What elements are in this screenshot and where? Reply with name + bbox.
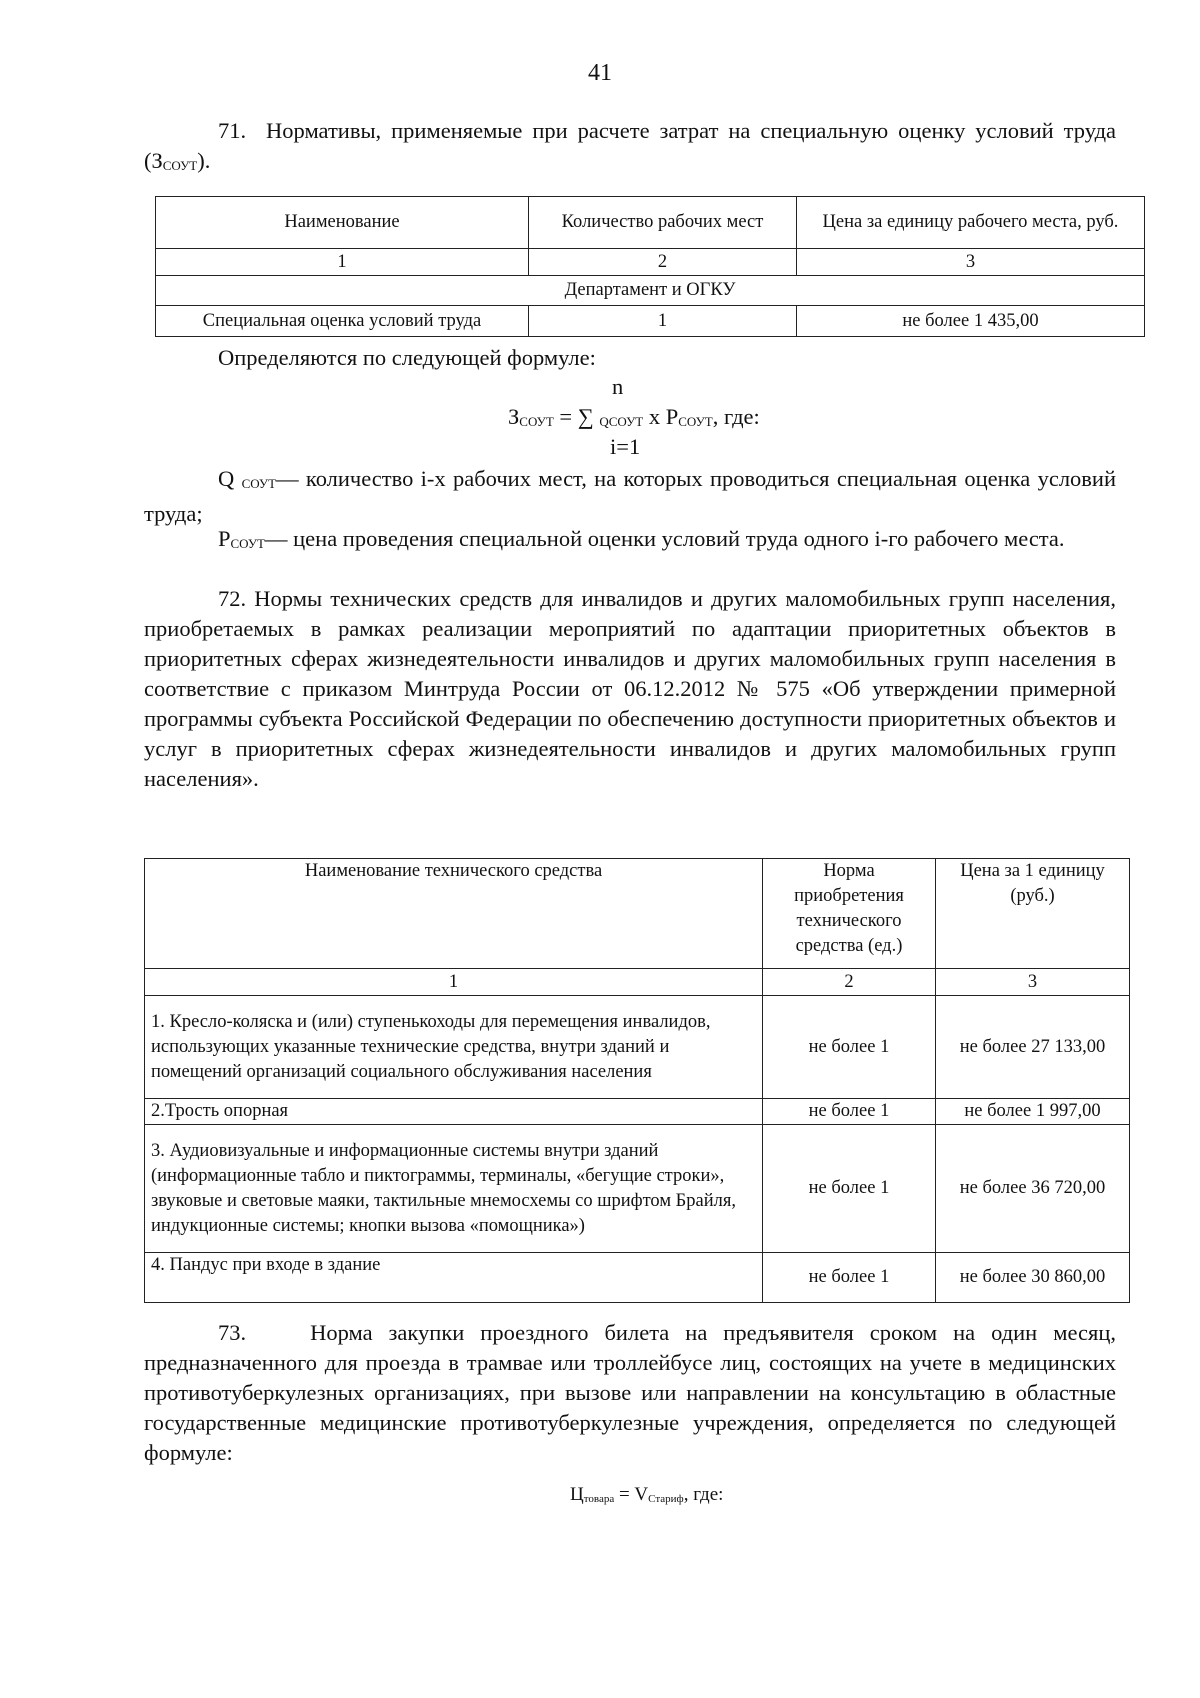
table-row-name: 3. Аудиовизуальные и информационные системы внутри зданий (информационные табло и пиктограммы, терминалы, «бегущие строки», звуковые и световые маяки, тактильные мнемосхемы со шрифтом Брайля, индукционные системы; кнопки вызова «помощника») (145, 1125, 763, 1253)
paragraph-73-text: Норма закупки проездного билета на предъявителя сроком на один месяц, предназначенного для проезда в трамвае или троллейбусе лиц, состоящих на учете в медицинских противотуберкулезных организациях, при вызове или направлении на консультацию в областные государственные медицинские противотуберкулезные учреждения, определяется по следующей формуле: (144, 1320, 1116, 1465)
paragraph-73 (144, 1318, 1116, 1468)
definition-symbol: Р (218, 526, 231, 551)
formula-times: х Р (643, 404, 679, 429)
paragraph-71-text: Нормативы, применяемые при расчете затрат на специальную оценку условий труда (З (144, 118, 1117, 173)
table-cell: не более 1 (763, 1253, 936, 1303)
table-technical-means (144, 858, 1130, 1303)
column-number: 2 (763, 969, 936, 996)
paragraph-71 (144, 116, 1116, 181)
table-row-name: 2.Трость опорная (145, 1099, 763, 1125)
definition-text: — количество i-х рабочих мест, на которых проводиться специальная оценка условий труда; (144, 466, 1117, 526)
table-cell: 1 (529, 306, 797, 337)
table-cell: не более 1 997,00 (936, 1099, 1130, 1125)
table-header: Цена за единицу рабочего места, руб. (797, 197, 1145, 249)
sub-label: СОУТ (162, 158, 198, 173)
table-cell: не более 1 (763, 1125, 936, 1253)
column-number: 1 (145, 969, 763, 996)
table-header: Норма приобретения технического средства (ед.) (763, 859, 936, 969)
definition-text: — цена проведения специальной оценки условий труда одного i-го рабочего места. (265, 526, 1065, 551)
definition-sub: СОУТ (241, 476, 277, 491)
definition-sub: СОУТ (230, 536, 265, 551)
formula-sum: = ∑ (553, 404, 600, 429)
section-row: Департамент и ОГКУ (156, 276, 1145, 306)
column-number: 2 (529, 249, 797, 276)
paragraph-71-number: 71. (218, 118, 247, 143)
paragraph-72-text: 72. Нормы технических средств для инвалидов и других маломобильных групп населения, приобретаемых в рамках реализации мероприятий по адаптации приоритетных объектов в приоритетных сферах жизнедеятельности инвалидов и других маломобильных групп населения в соответствие с приказом Минтруда России от 06.12.2012 № 575 «Об утверждении примерной программы субъекта Российской Федерации по обеспечению доступности приоритетных объектов и услуг в приоритетных сферах жизнедеятельности инвалидов и других маломобильных групп населения». (144, 586, 1116, 791)
definition-symbol: Q (218, 466, 242, 491)
formula-2 (570, 1484, 723, 1506)
definition-q (144, 464, 1116, 529)
table-cell: не более 30 860,00 (936, 1253, 1130, 1303)
formula-lhs: Ц (570, 1484, 584, 1505)
table-cell: не более 1 435,00 (797, 306, 1145, 337)
formula-sub: СОУТ (678, 414, 713, 429)
table-cell: не более 27 133,00 (936, 996, 1130, 1099)
formula-tail: , где: (712, 404, 760, 429)
formula-tail: , где: (683, 1484, 724, 1505)
formula-sub: QСОУТ (599, 414, 644, 429)
page-number: 41 (588, 60, 612, 86)
table-row-name: 1. Кресло-коляска и (или) ступенькоходы для перемещения инвалидов, использующих указанные технические средства, внутри зданий и помещений организаций социального обслуживания населения (145, 996, 763, 1099)
table-cell: не более 1 (763, 1099, 936, 1125)
definition-p (144, 524, 1116, 559)
formula-intro-text: Определяются по следующей формуле: (218, 345, 596, 370)
paragraph-72 (144, 584, 1116, 794)
formula-intro (144, 343, 1116, 373)
table-header: Количество рабочих мест (529, 197, 797, 249)
formula-eq: = V (614, 1484, 649, 1505)
table-cell: не более 1 (763, 996, 936, 1099)
formula-n: n (612, 374, 624, 399)
paragraph-73-number: 73. (218, 1320, 247, 1345)
formula-index: i=1 (610, 434, 641, 459)
table-workplace-assessment (155, 196, 1145, 337)
table-cell: Специальная оценка условий труда (156, 306, 529, 337)
formula-lhs: З (508, 404, 520, 429)
formula-sub: Стариф (648, 1493, 684, 1505)
column-number: 3 (936, 969, 1130, 996)
table-header: Цена за 1 единицу (руб.) (936, 859, 1130, 969)
table-cell: не более 36 720,00 (936, 1125, 1130, 1253)
table-row-name: 4. Пандус при входе в здание (145, 1253, 763, 1303)
formula-1 (508, 404, 760, 430)
column-number: 3 (797, 249, 1145, 276)
formula-sub: СОУТ (519, 414, 554, 429)
table-header: Наименование технического средства (145, 859, 763, 969)
formula-sub: товара (583, 1493, 615, 1505)
column-number: 1 (156, 249, 529, 276)
paragraph-71-tail: ). (197, 148, 211, 173)
table-header: Наименование (156, 197, 529, 249)
